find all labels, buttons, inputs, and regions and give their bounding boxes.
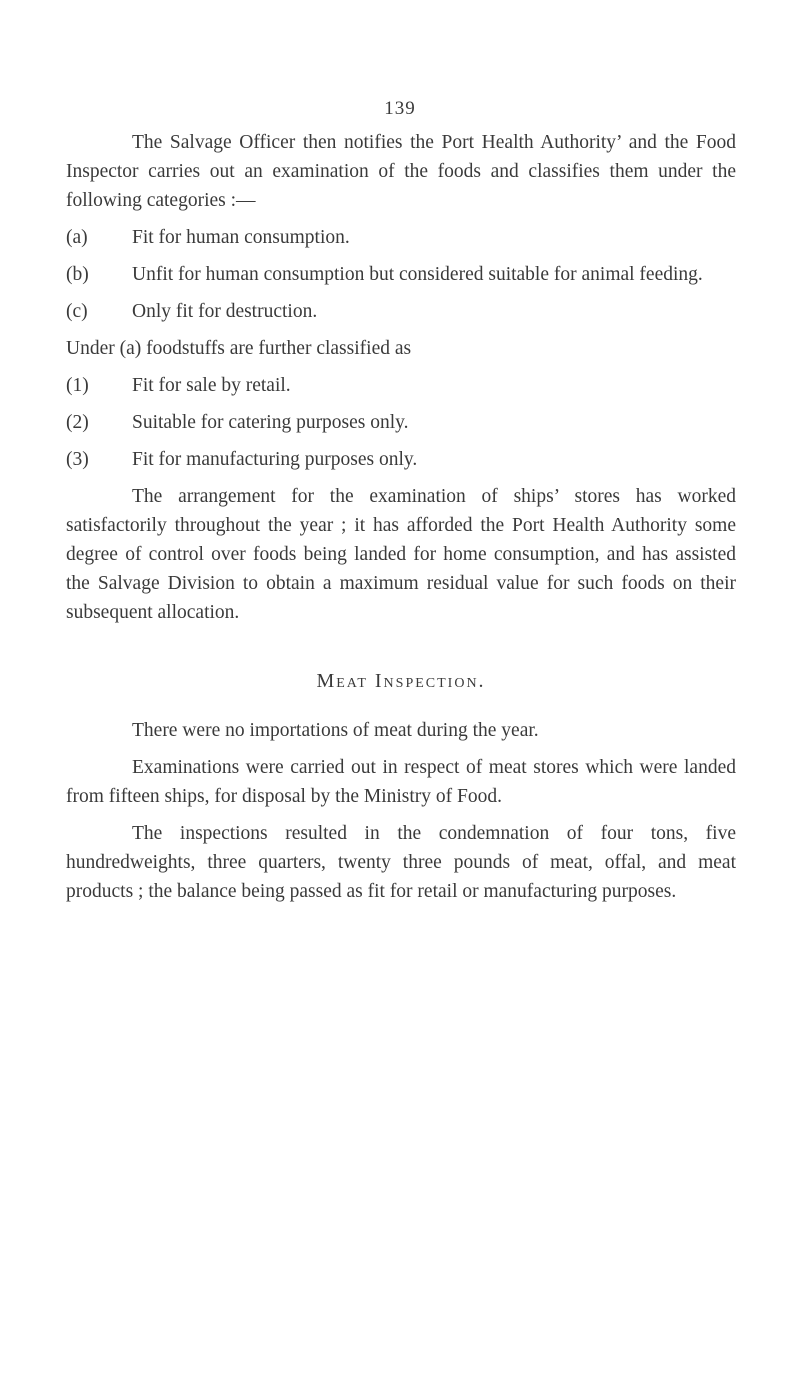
intro-paragraph: The Salvage Officer then notifies the Port Health Authority’ and the Food Inspector carries out an examination of the foods and classifies them under the following categories :— — [66, 132, 736, 211]
page-body — [66, 128, 736, 906]
under-a-line: Under (a) foodstuffs are further classified as — [66, 338, 412, 359]
subcategory-label: (2) — [66, 412, 89, 433]
category-item-c — [66, 297, 736, 326]
arrangement-paragraph: The arrangement for the examination of ships’ stores has worked satisfactorily throughout the year ; it has afforded the Port Health Authority some degree of control over foods being landed for home consumption, and has assisted the Salvage Division to obtain a maximum residual value for such foods on their subsequent allocation. — [66, 486, 736, 623]
subcategory-item-2 — [66, 408, 736, 437]
category-label: (a) — [66, 227, 88, 248]
category-text: Unfit for human consumption but considered suitable for animal feeding. — [132, 264, 703, 285]
meat-paragraph-1: There were no importations of meat during the year. — [132, 720, 539, 741]
category-label: (c) — [66, 301, 88, 322]
subcategory-text: Fit for sale by retail. — [132, 375, 291, 396]
subcategory-label: (1) — [66, 375, 89, 396]
page-number: 139 — [384, 98, 416, 119]
subcategory-text: Suitable for catering purposes only. — [132, 412, 409, 433]
subcategory-item-3 — [66, 445, 736, 474]
category-text: Fit for human consumption. — [132, 227, 350, 248]
section-heading: Meat Inspection. — [316, 670, 486, 692]
category-item-b — [66, 260, 736, 289]
subcategory-text: Fit for manufacturing purposes only. — [132, 449, 418, 470]
meat-paragraph-3: The inspections resulted in the condemnation of four tons, five hundredweights, three quarters, twenty three pounds of meat, offal, and meat products ; the balance being passed as fit for retail or manufacturing purposes. — [66, 823, 736, 902]
category-list — [66, 223, 736, 326]
category-text: Only fit for destruction. — [132, 301, 318, 322]
meat-paragraph-2: Examinations were carried out in respect of meat stores which were landed from fifteen ships, for disposal by the Ministry of Food. — [66, 757, 736, 807]
category-item-a — [66, 223, 736, 252]
category-label: (b) — [66, 264, 89, 285]
subcategory-item-1 — [66, 371, 736, 400]
subcategory-list — [66, 371, 736, 474]
subcategory-label: (3) — [66, 449, 89, 470]
